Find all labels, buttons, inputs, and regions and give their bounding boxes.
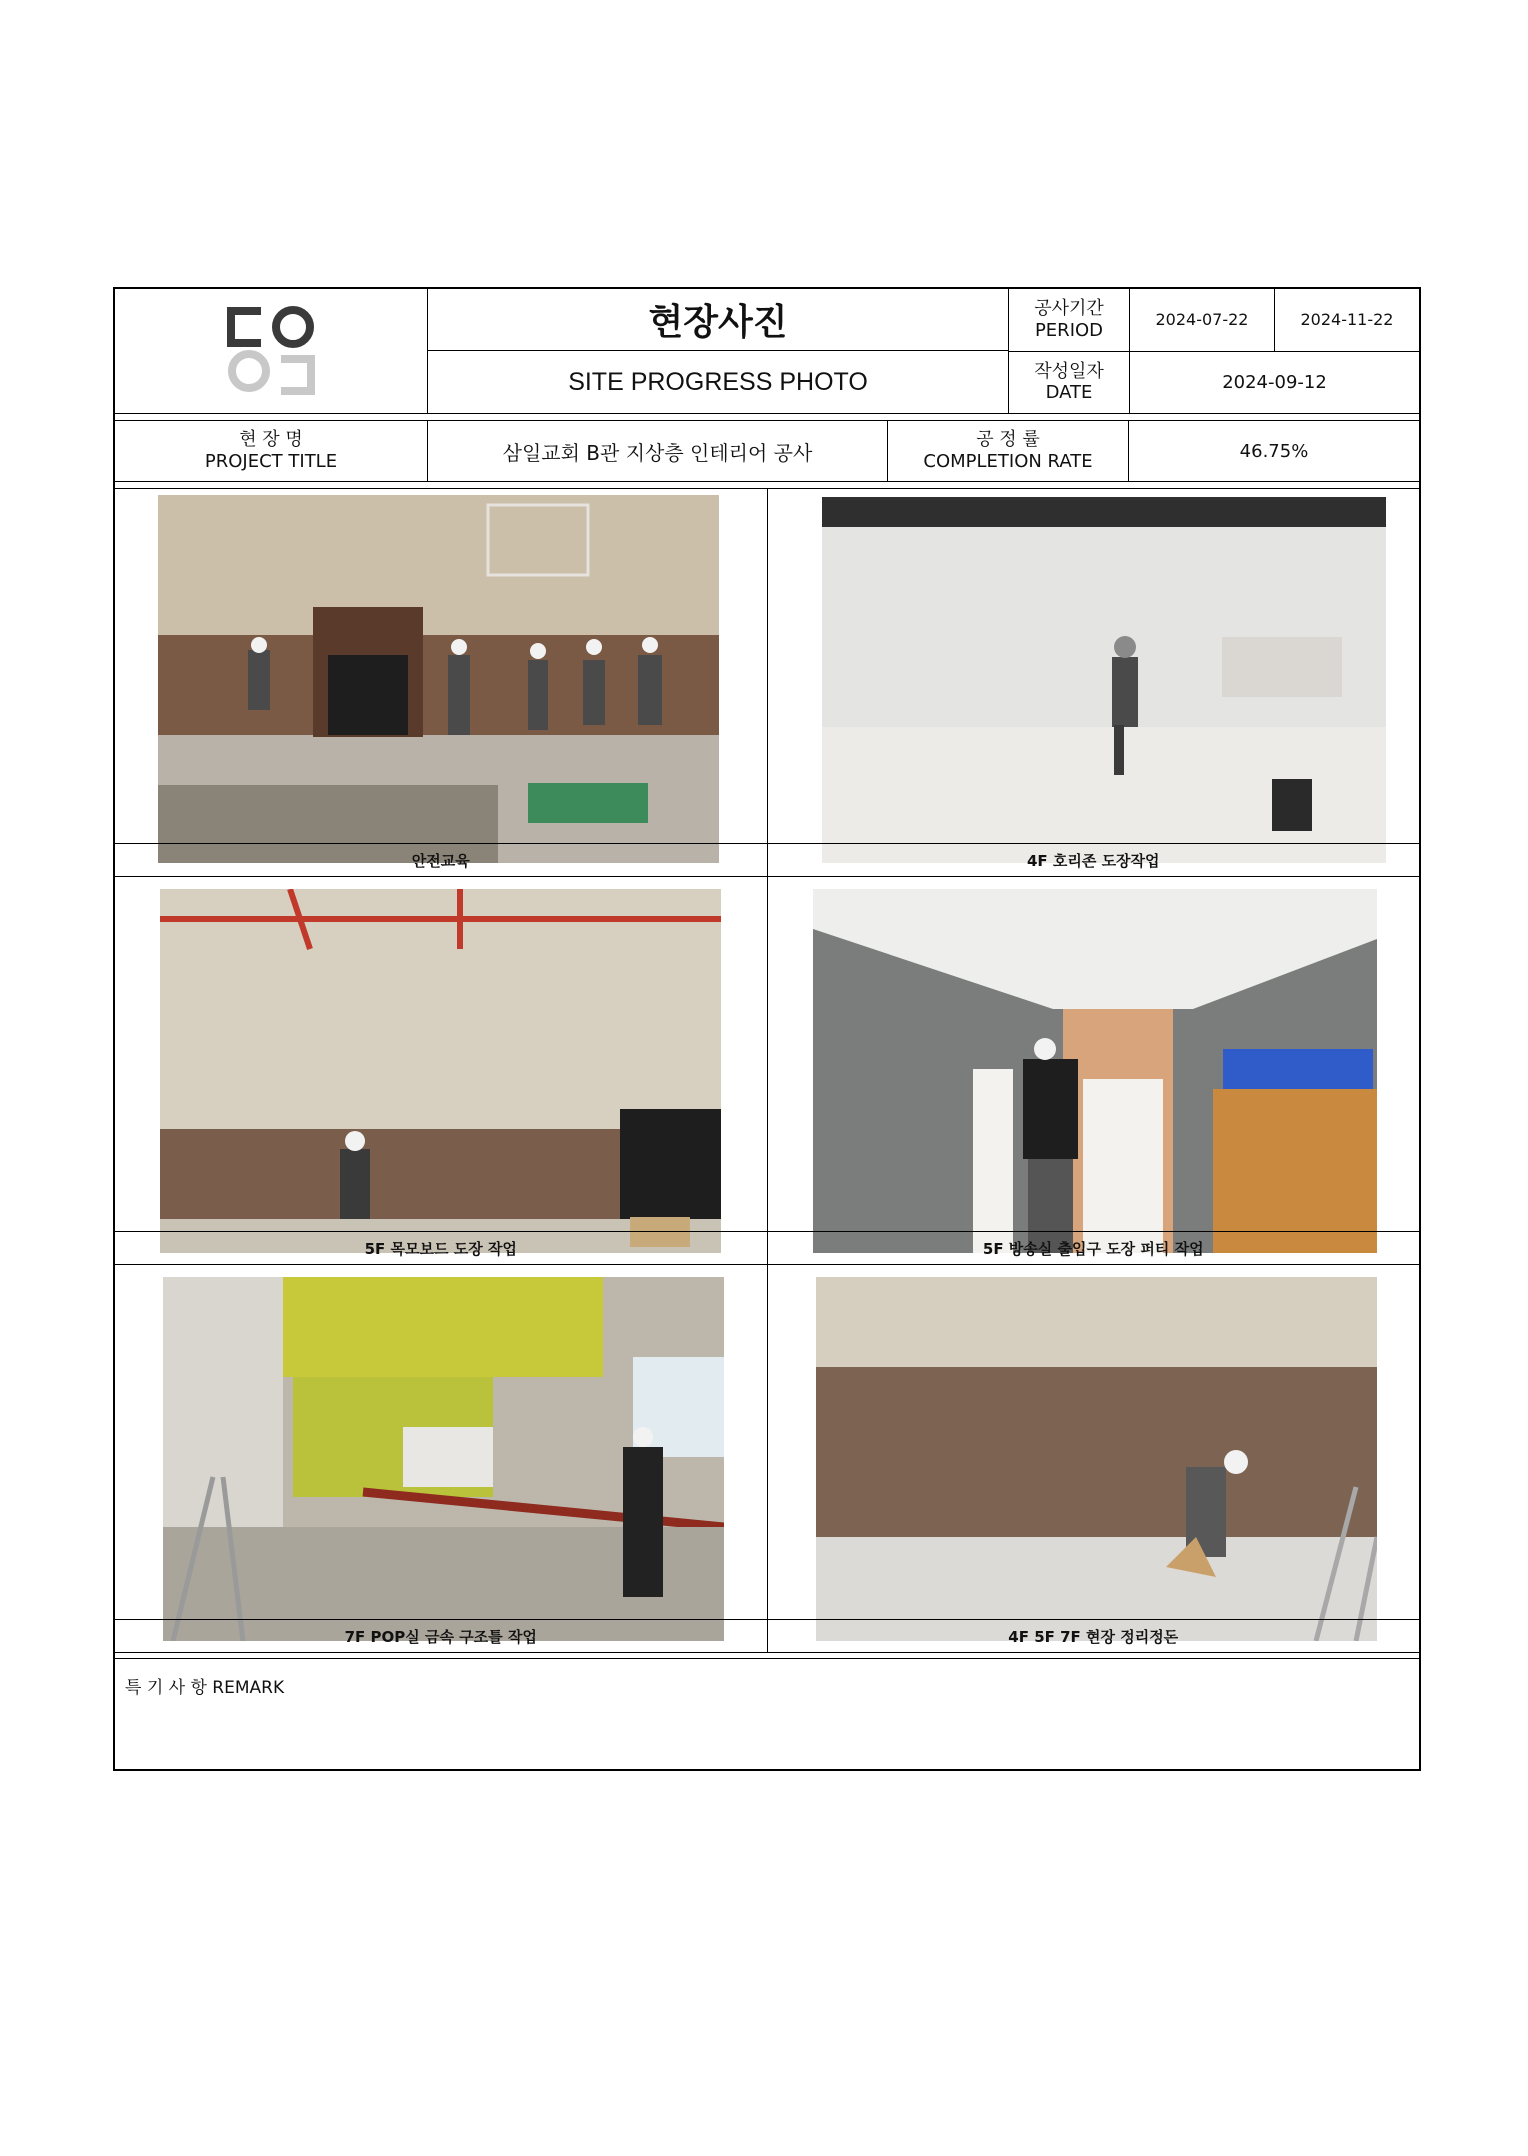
photo-cell [767, 489, 1420, 876]
photo-caption: 4F 5F 7F 현장 정리정돈 [768, 1619, 1420, 1652]
project-title: 삼일교회 B관 지상층 인테리어 공사 [428, 421, 888, 481]
photo-caption: 안전교육 [115, 843, 767, 876]
report-sheet [113, 287, 1421, 1771]
date-label-en: DATE [1045, 382, 1093, 404]
date-label-ko: 작성일자 [1034, 360, 1104, 382]
photo-cell [767, 877, 1420, 1264]
photo-caption: 5F 방송실 출입구 도장 퍼티 작업 [768, 1231, 1420, 1264]
photo-grid [115, 489, 1419, 1652]
logo-icon [221, 301, 321, 401]
photo-caption: 5F 목모보드 도장 작업 [115, 1231, 767, 1264]
divider [115, 1652, 1419, 1653]
photo-site-cleanup [816, 1277, 1377, 1641]
title-korean: 현장사진 [428, 289, 1008, 351]
photo-studio-entrance-putty [813, 889, 1377, 1253]
title-english: SITE PROGRESS PHOTO [568, 367, 868, 396]
remark-label: 특 기 사 항 REMARK [125, 1678, 285, 1698]
photo-pop-room-metal-frame [163, 1277, 724, 1641]
date-row [1009, 351, 1419, 414]
project-title-label-en: PROJECT TITLE [204, 451, 338, 472]
photo-safety-training [158, 495, 719, 863]
divider [115, 414, 1419, 421]
completion-label-ko: 공 정 률 [976, 429, 1040, 451]
report-header [115, 289, 1419, 414]
company-logo [115, 289, 428, 413]
photo-woodboard-painting [160, 889, 721, 1253]
period-row [1009, 289, 1419, 351]
project-title-label-ko: 현 장 명 [239, 429, 303, 451]
report-date: 2024-09-12 [1222, 371, 1327, 393]
completion-label-en: COMPLETION RATE [923, 451, 1093, 472]
divider [115, 482, 1419, 489]
photo-cell [115, 1265, 767, 1652]
project-row [115, 421, 1419, 482]
photo-cell [115, 877, 767, 1264]
period-label-ko: 공사기간 [1034, 298, 1104, 320]
photo-caption: 7F POP실 금속 구조틀 작업 [115, 1619, 767, 1652]
photo-cell [767, 1265, 1420, 1652]
remark-box [115, 1658, 1419, 1769]
photo-horizon-painting [822, 497, 1386, 863]
period-end: 2024-11-22 [1274, 289, 1419, 351]
photo-cell [115, 489, 767, 876]
period-label-en: PERIOD [1034, 319, 1104, 341]
completion-rate: 46.75% [1239, 440, 1309, 462]
period-start: 2024-07-22 [1155, 310, 1249, 330]
photo-caption: 4F 호리존 도장작업 [768, 843, 1420, 876]
